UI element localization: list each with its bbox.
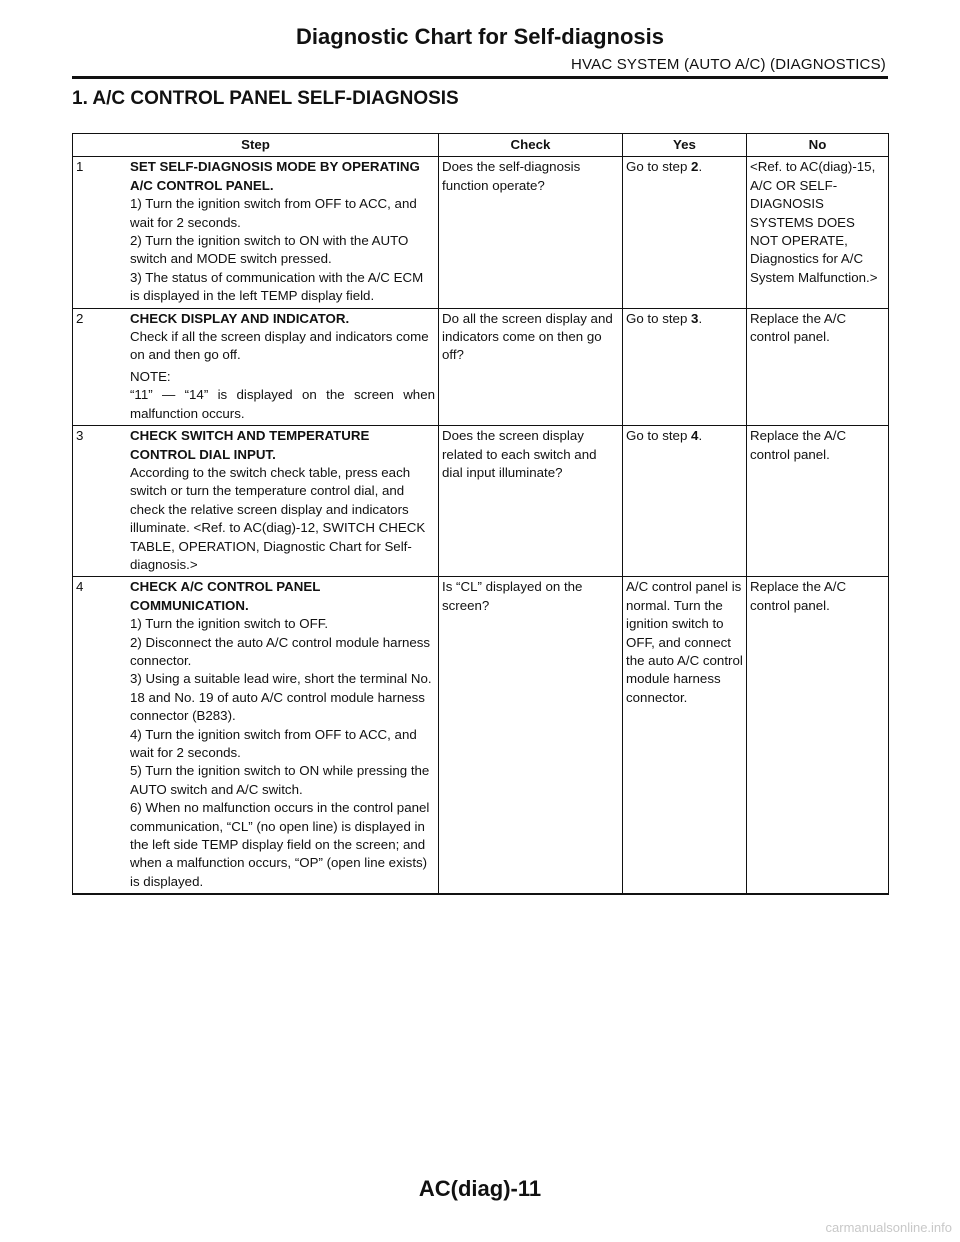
step-instruction: 6) When no malfunction occurs in the control panel communication, “CL” (no open line) is displayed in the left side TEMP display field on the screen; and when a malfunction occurs, “OP” (open line exists) is displayed. bbox=[130, 800, 430, 889]
step-number: 4 bbox=[76, 579, 84, 595]
page-title: Diagnostic Chart for Self-diagnosis bbox=[296, 24, 664, 49]
step-instruction: 3) The status of communication with the A/C ECM is displayed in the left TEMP display field. bbox=[130, 269, 424, 304]
table-row bbox=[73, 577, 889, 894]
step-title: CHECK DISPLAY AND INDICATOR. bbox=[130, 310, 350, 326]
diagnostic-table bbox=[72, 133, 889, 895]
page-number: AC(diag)-11 bbox=[418, 1176, 542, 1201]
no-cell: Replace the A/C control panel. bbox=[747, 308, 889, 425]
step-instruction: 3) Using a suitable lead wire, short the terminal No. 18 and No. 19 of auto A/C control module harness connector (B283). bbox=[130, 671, 432, 724]
step-number: 2 bbox=[76, 310, 84, 326]
check-cell: Does the self-diagnosis function operate? bbox=[439, 157, 623, 308]
step-cell bbox=[73, 157, 439, 308]
section-subtitle: HVAC SYSTEM (AUTO A/C) (DIAGNOSTICS) bbox=[570, 56, 886, 73]
yes-cell bbox=[623, 426, 747, 577]
column-header-step: Step bbox=[73, 134, 439, 157]
table-row bbox=[73, 308, 889, 425]
column-header-no: No bbox=[747, 134, 889, 157]
note-text: “11” — “14” is displayed on the screen when malfunction occurs. bbox=[130, 387, 435, 421]
yes-prefix: Go to step bbox=[626, 310, 692, 326]
check-cell: Does the screen display related to each switch and dial input illuminate? bbox=[439, 426, 623, 577]
column-header-check: Check bbox=[439, 134, 623, 157]
step-title: CHECK A/C CONTROL PANEL COMMUNICATION. bbox=[130, 579, 321, 613]
yes-suffix: . bbox=[698, 310, 703, 326]
table-header-row bbox=[73, 134, 889, 157]
table-row bbox=[73, 157, 889, 308]
step-number: 1 bbox=[76, 159, 84, 175]
yes-prefix: Go to step bbox=[626, 428, 692, 444]
step-title: CHECK SWITCH AND TEMPERATURE CONTROL DIAL INPUT. bbox=[130, 428, 370, 462]
step-instruction: 4) Turn the ignition switch from OFF to ACC, and wait for 2 seconds. bbox=[130, 726, 417, 760]
no-cell: Replace the A/C control panel. bbox=[747, 426, 889, 577]
header-rule bbox=[72, 76, 888, 79]
step-instruction: 2) Turn the ignition switch to ON with the AUTO switch and MODE switch pressed. bbox=[130, 233, 409, 267]
step-cell bbox=[73, 426, 439, 577]
go-to-step-link[interactable]: 3 bbox=[691, 310, 699, 326]
step-cell bbox=[73, 308, 439, 425]
step-instruction: 1) Turn the ignition switch to OFF. bbox=[130, 616, 329, 632]
step-instruction: 5) Turn the ignition switch to ON while pressing the AUTO switch and A/C switch. bbox=[130, 763, 430, 797]
step-cell bbox=[73, 577, 439, 894]
yes-cell bbox=[623, 308, 747, 425]
step-number: 3 bbox=[76, 428, 84, 444]
no-cell: <Ref. to AC(diag)-15, A/C OR SELF-DIAGNOSIS SYSTEMS DOES NOT OPERATE, Diagnostics for A/C System Malfunction.> bbox=[747, 157, 889, 308]
step-instruction: Check if all the screen display and indicators come on and then go off. bbox=[130, 329, 429, 363]
section-heading: 1. A/C CONTROL PANEL SELF-DIAGNOSIS bbox=[72, 88, 459, 109]
watermark: carmanualsonline.info bbox=[825, 1220, 952, 1235]
yes-cell: A/C control panel is normal. Turn the ignition switch to OFF, and connect the auto A/C control module harness connector. bbox=[623, 577, 747, 894]
yes-cell bbox=[623, 157, 747, 308]
go-to-step-link[interactable]: 2 bbox=[691, 159, 699, 175]
go-to-step-link[interactable]: 4 bbox=[691, 428, 699, 444]
check-cell: Is “CL” displayed on the screen? bbox=[439, 577, 623, 894]
yes-suffix: . bbox=[698, 159, 703, 175]
step-instruction: 2) Disconnect the auto A/C control module harness connector. bbox=[130, 634, 431, 668]
table-row bbox=[73, 426, 889, 577]
step-title: SET SELF-DIAGNOSIS MODE BY OPERATING A/C CONTROL PANEL. bbox=[130, 159, 420, 193]
column-header-yes: Yes bbox=[623, 134, 747, 157]
note-label: NOTE: bbox=[130, 368, 171, 384]
no-cell: Replace the A/C control panel. bbox=[747, 577, 889, 894]
check-cell: Do all the screen display and indicators come on then go off? bbox=[439, 308, 623, 425]
yes-prefix: Go to step bbox=[626, 159, 692, 175]
step-instruction: According to the switch check table, press each switch or turn the temperature control dial, and check the relative screen display and indicators illuminate. <Ref. to AC(diag)-12, SWITCH CHECK TABLE, OPERATION, Diagnostic Chart for Self-diagnosis.> bbox=[130, 464, 426, 572]
step-instruction: 1) Turn the ignition switch from OFF to ACC, and wait for 2 seconds. bbox=[130, 196, 417, 230]
yes-suffix: . bbox=[698, 428, 703, 444]
